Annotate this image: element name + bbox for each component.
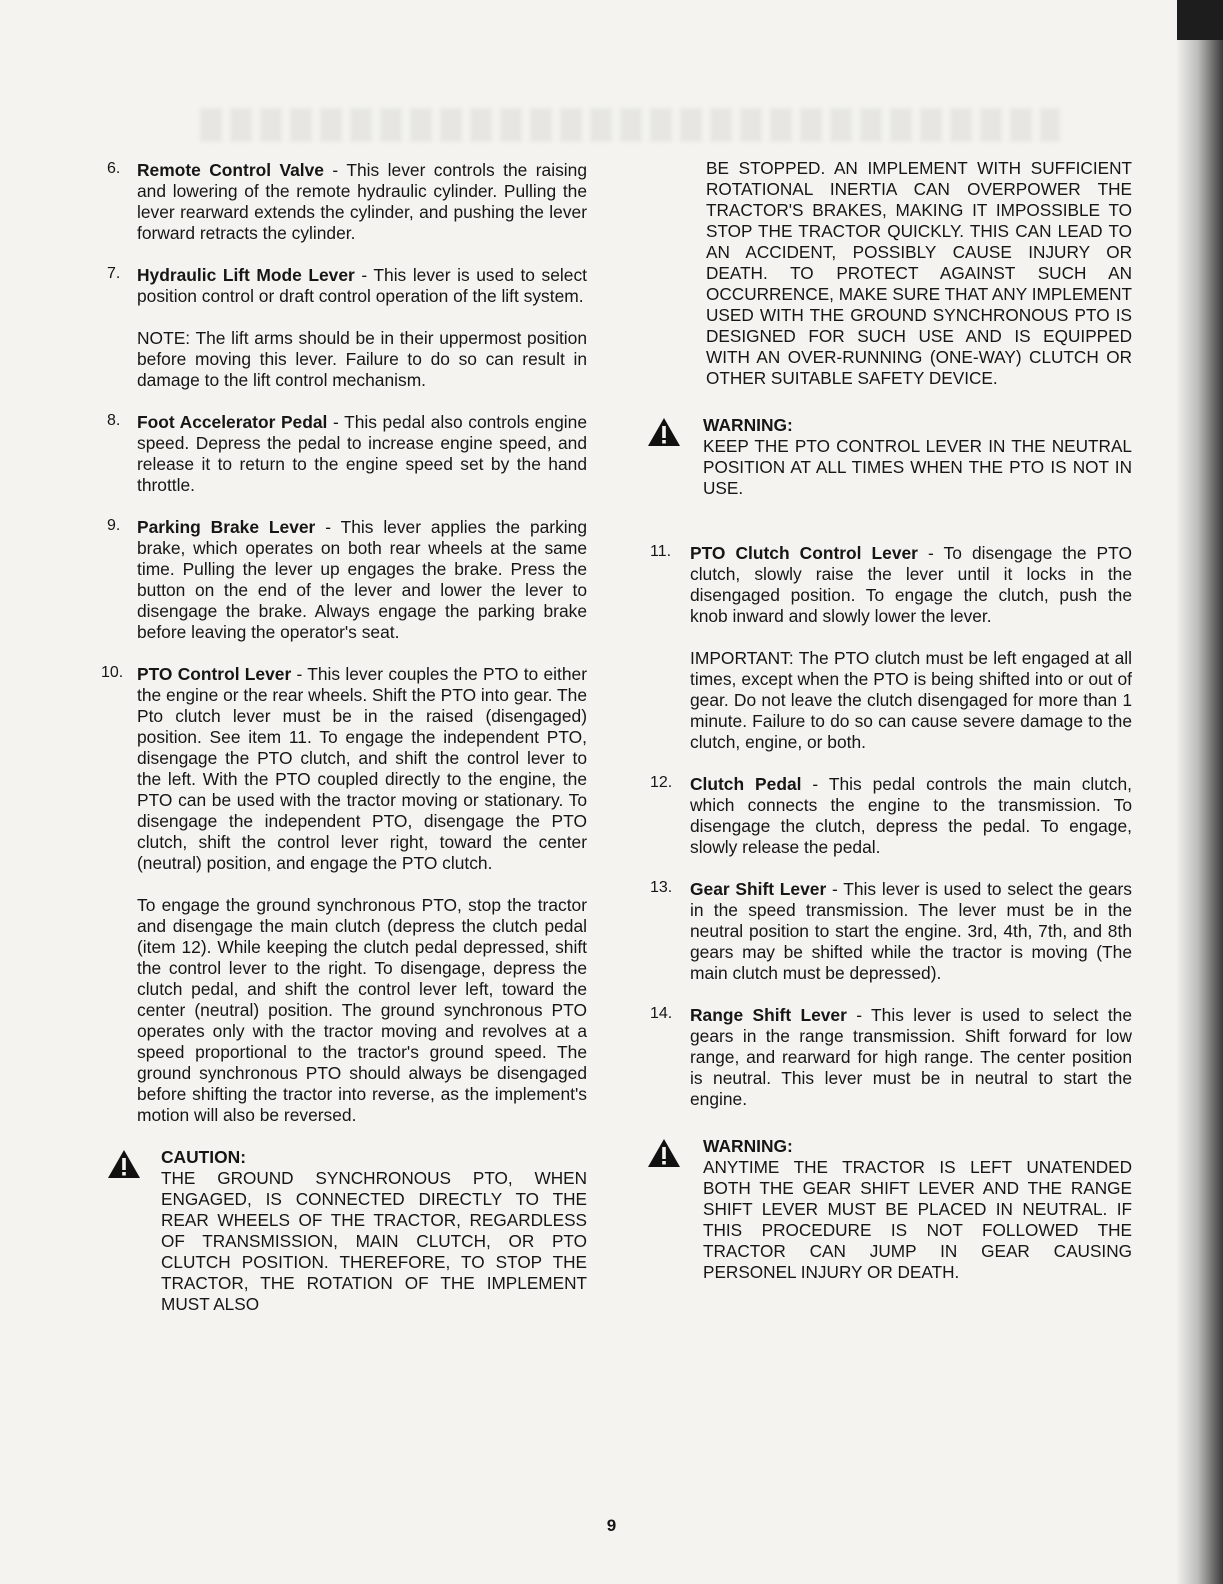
item-label: Hydraulic Lift Mode Lever (137, 265, 355, 285)
list-item-6 (107, 160, 587, 244)
list-item-8 (107, 412, 587, 496)
list-item-9 (107, 517, 587, 643)
item-note: NOTE: The lift arms should be in their uppermost position before moving this lever. Failure to do so can result in damage to the lift control mechanism. (137, 328, 587, 390)
item-text: - This lever controls the raising and lowering of the remote hydraulic cylinder. Pulling the lever rearward extends the cylinder, and pushing the lever forward retracts the cylinder. (137, 160, 587, 243)
left-column (101, 160, 588, 1335)
list-item-10 (101, 664, 587, 1126)
list-item-14 (650, 1005, 1132, 1110)
item-label: Remote Control Valve (137, 160, 324, 180)
item-label: Clutch Pedal (690, 774, 802, 794)
page-number: 9 (606, 1516, 617, 1535)
item-number: 6. (107, 160, 121, 177)
item-label: Range Shift Lever (690, 1005, 847, 1025)
warning-block-neutral (647, 1136, 1132, 1283)
caution-block (107, 1147, 587, 1315)
list-item-13 (650, 879, 1132, 984)
page-edge-corner (1177, 0, 1223, 40)
item-text: - This pedal also controls engine speed. Depress the pedal to increase engine speed, and release it to return to the engine speed set by the hand throttle. (137, 412, 587, 495)
item-label: Parking Brake Lever (137, 517, 316, 537)
item-number: 11. (650, 543, 672, 560)
page-edge-shadow (1177, 0, 1223, 1584)
warning-title: WARNING: (703, 1136, 793, 1156)
warning-triangle-icon (647, 1138, 681, 1168)
item-number: 14. (650, 1005, 673, 1022)
item-text: - This lever couples the PTO to either the engine or the rear wheels. Shift the PTO into gear. The Pto clutch lever must be in the raised (disengaged) position. See item 11. To engage the independent PTO, disengage the PTO clutch, and shift the control lever to the left. With the PTO coupled directly to the engine, the PTO can be used with the tractor moving or stationary. To disengage the independent PTO, disengage the PTO clutch, shift the control lever right, toward the center (neutral) position, and engage the PTO clutch. (137, 664, 587, 873)
item-number: 9. (107, 517, 121, 534)
item-paragraph (690, 774, 1132, 858)
item-number: 10. (101, 664, 124, 681)
item-paragraph (137, 664, 587, 874)
item-paragraph (137, 412, 587, 496)
item-paragraph (690, 879, 1132, 984)
item-note: To engage the ground synchronous PTO, stop the tractor and disengage the main clutch (depress the clutch pedal (item 12). While keeping the clutch pedal depressed, shift the control lever to the right. To disengage, depress the clutch pedal, and shift the control lever left, toward the center (neutral) position. The ground synchronous PTO operates only with the tractor moving and revolves at a speed proportional to the tractor's ground speed. The ground synchronous PTO should always be disengaged before shifting the tractor into reverse, as the implement's motion will also be reversed. (137, 895, 587, 1125)
item-paragraph (137, 265, 587, 307)
caution-continued-text: BE STOPPED. AN IMPLEMENT WITH SUFFICIENT ROTATIONAL INERTIA CAN OVERPOWER THE TRACTOR'S BRAKES, MAKING IT IMPOSSIBLE TO STOP THE TRACTOR QUICKLY. THIS CAN LEAD TO AN ACCIDENT, POSSIBLY CAUSE INJURY OR DEATH. TO PROTECT AGAINST SUCH AN OCCURRENCE, MAKE SURE THAT ANY IMPLEMENT USED WITH THE GROUND SYNCHRONOUS PTO IS DESIGNED FOR SUCH USE AND IS EQUIPPED WITH AN OVER-RUNNING (ONE-WAY) CLUTCH OR OTHER SUITABLE SAFETY DEVICE. (706, 158, 1132, 388)
item-number: 7. (107, 265, 121, 282)
warning-block-pto (647, 415, 1132, 499)
item-text: - This lever applies the parking brake, which operates on both rear wheels at the same time. Pulling the lever up engages the brake. Press the button on the end of the lever and lower the lever to disengage the brake. Always engage the parking brake before leaving the operator's seat. (137, 517, 588, 642)
item-text: - This lever is used to select the gears in the range transmission. Shift forward for low range, and rearward for high range. The center position is neutral. This lever must be in neutral to start the engine. (690, 1005, 1132, 1109)
item-paragraph (137, 517, 587, 643)
list-item-7 (107, 265, 587, 391)
warning-triangle-icon (647, 417, 681, 447)
item-number: 12. (650, 774, 673, 791)
caution-title: CAUTION: (161, 1147, 247, 1167)
warning-title: WARNING: (703, 415, 793, 435)
item-label: Gear Shift Lever (690, 879, 827, 899)
item-text: - This lever is used to select position control or draft control operation of the lift system. (137, 265, 587, 306)
bleed-through-heading (200, 108, 1060, 142)
warning-triangle-icon (107, 1149, 141, 1179)
item-number: 13. (650, 879, 673, 896)
item-text: - This pedal controls the main clutch, which connects the engine to the transmission. To disengage the clutch, depress the pedal. To engage, slowly release the pedal. (690, 774, 1132, 857)
list-item-12 (650, 774, 1132, 858)
item-text: - This lever is used to select the gears in the speed transmission. The lever must be in the neutral position to start the engine. 3rd, 4th, 7th, and 8th gears may be shifted while the tractor is moving (The main clutch must be depressed). (690, 879, 1132, 983)
right-column (650, 158, 1132, 1303)
caution-continued (650, 158, 1132, 389)
item-paragraph (690, 1005, 1132, 1110)
item-paragraph (690, 543, 1132, 627)
item-paragraph (137, 160, 587, 244)
item-label: PTO Control Lever (137, 664, 292, 684)
warning-text: KEEP THE PTO CONTROL LEVER IN THE NEUTRAL POSITION AT ALL TIMES WHEN THE PTO IS NOT IN USE. (703, 436, 1132, 498)
item-label: PTO Clutch Control Lever (690, 543, 918, 563)
caution-text: THE GROUND SYNCHRONOUS PTO, WHEN ENGAGED, IS CONNECTED DIRECTLY TO THE REAR WHEELS OF THE TRACTOR, REGARDLESS OF TRANSMISSION, MAIN CLUTCH, OR PTO CLUTCH POSITION. THEREFORE, TO STOP THE TRACTOR, THE ROTATION OF THE IMPLEMENT MUST ALSO (161, 1168, 587, 1314)
item-number: 8. (107, 412, 121, 429)
item-note: IMPORTANT: The PTO clutch must be left engaged at all times, except when the PTO is being shifted into or out of gear. Do not leave the clutch disengaged for more than 1 minute. Failure to do so can cause severe damage to the clutch, engine, or both. (690, 648, 1132, 752)
item-text: - To disengage the PTO clutch, slowly raise the lever until it locks in the disengaged position. To engage the clutch, push the knob inward and slowly lower the lever. (690, 543, 1132, 626)
item-label: Foot Accelerator Pedal (137, 412, 328, 432)
list-item-11 (650, 543, 1132, 753)
warning-text: ANYTIME THE TRACTOR IS LEFT UNATENDED BOTH THE GEAR SHIFT LEVER AND THE RANGE SHIFT LEVER MUST BE PLACED IN NEUTRAL. IF THIS PROCEDURE IS NOT FOLLOWED THE TRACTOR CAN JUMP IN GEAR CAUSING PERSONEL INJURY OR DEATH. (703, 1157, 1132, 1282)
